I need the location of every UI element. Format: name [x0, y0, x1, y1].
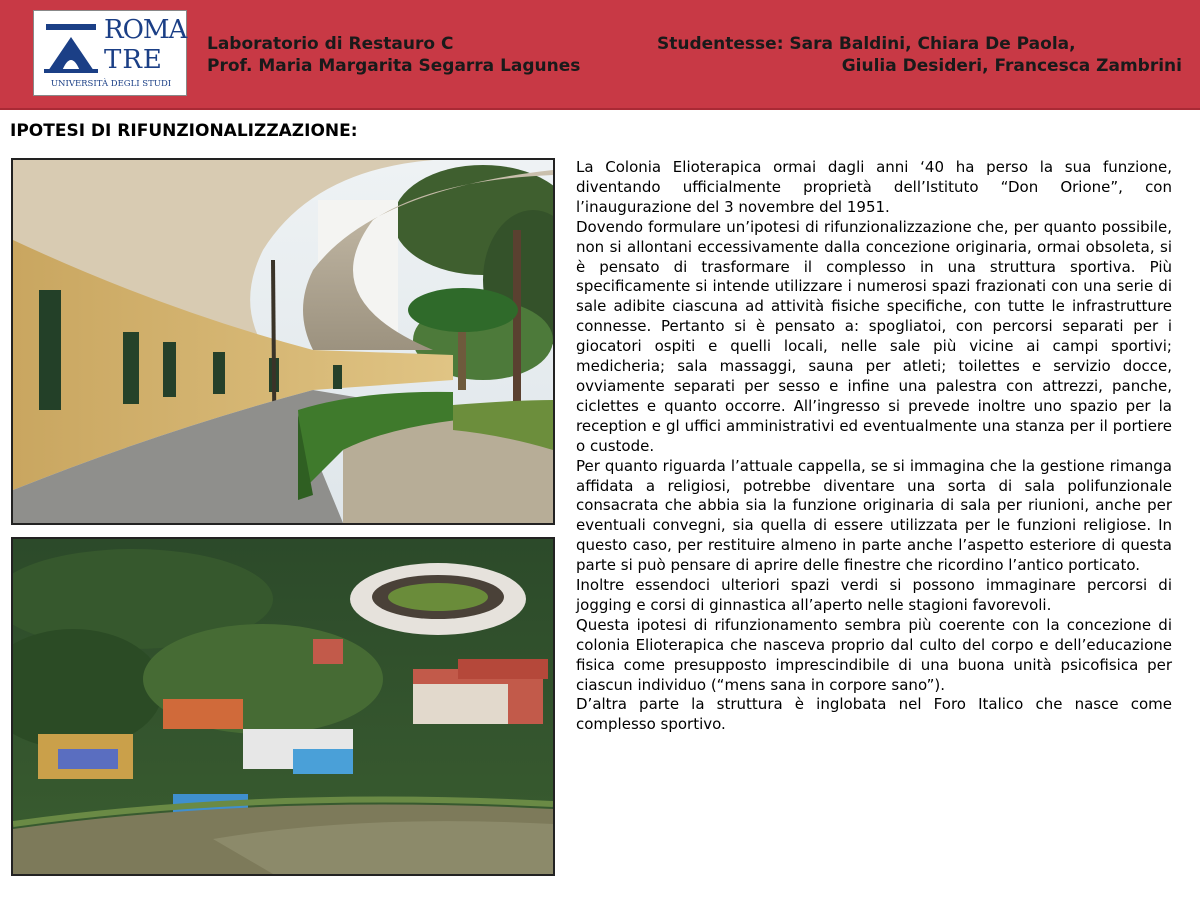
paragraph: La Colonia Elioterapica ormai dagli anni ‘40 ha perso la sua funzione, diventando ufficialmente proprietà dell’Istituto “Don Orione”, con l’inaugurazione del 3 novembre del 1951.	[576, 158, 1172, 216]
photo-aerial-foro-italico	[11, 537, 555, 876]
paragraph: Per quanto riguarda l’attuale cappella, se si immagina che la gestione rimanga affidata a religiosi, potrebbe diventare una sorta di sala polifunzionale consacrata che abbia sia la funzione originaria di sala per riunioni, anche per eventuali convegni, sia quella di essere utilizzata per le funzioni religiose. In questo caso, per restituire almeno in parte anche l’aspetto esteriore di questa parte si può pensare di aprire delle finestre che ricordino l’antico porticato.	[576, 456, 1172, 575]
body-text	[576, 158, 1172, 735]
logo-text-roma: ROMA	[104, 15, 187, 45]
professor-name: Prof. Maria Margarita Segarra Lagunes	[207, 56, 581, 76]
paragraph: Inoltre essendoci ulteriori spazi verdi si possono immaginare percorsi di jogging e corsi di ginnastica all’aperto nelle stagioni favorevoli.	[576, 576, 1172, 614]
university-logo	[33, 10, 187, 96]
logo-subtitle: UNIVERSITÀ DEGLI STUDI	[50, 79, 172, 89]
section-title: IPOTESI DI RIFUNZIONALIZZAZIONE:	[10, 121, 358, 141]
header-banner	[0, 0, 1200, 110]
paragraph: D’altra parte la struttura è inglobata nel Foro Italico che nasce come complesso sportivo.	[576, 695, 1172, 734]
roma-tre-emblem-icon	[42, 19, 100, 75]
paragraph: Dovendo formulare un’ipotesi di rifunzionalizzazione che, per quanto possibile, non si allontani eccessivamente dalla concezione originaria, ormai obsoleta, si è pensato di trasformare il complesso in una struttura sportiva. Più specificamente si intende utilizzare i numerosi spazi frazionati con una serie di sale adibite ciascuna ad attività fisiche specifiche, con tutte le infrastrutture connesse. Pertanto si è pensato a: spogliatoi, con percorsi separati per i giocatori ospiti e quelli locali, nelle sale più vicine ai campi sportivi; medicheria; sala massaggi, sauna per atleti; toilettes e servizio docce, ovviamente separati per sesso e infine una palestra con attrezzi, panche, ciclettes e quanto occorre. All’ingresso si prevede inoltre uno spazio per la reception e gl uffici amministrativi ed eventualmente una stanza per il portiere o custode.	[576, 217, 1172, 455]
course-title: Laboratorio di Restauro C	[207, 34, 454, 54]
photo-curved-portico	[11, 158, 555, 525]
students-line-1: Studentesse: Sara Baldini, Chiara De Paola,	[657, 34, 1076, 54]
logo-text-tre: TRE	[104, 45, 163, 75]
paragraph: Questa ipotesi di rifunzionamento sembra più coerente con la concezione di colonia Elioterapica che nasceva proprio dal culto del corpo e dell’educazione fisica come presupposto imprescindibile di una buona unità psicofisica per ciascun individuo (“mens sana in corpore sano”).	[576, 615, 1172, 694]
students-line-2: Giulia Desideri, Francesca Zambrini	[841, 56, 1182, 76]
